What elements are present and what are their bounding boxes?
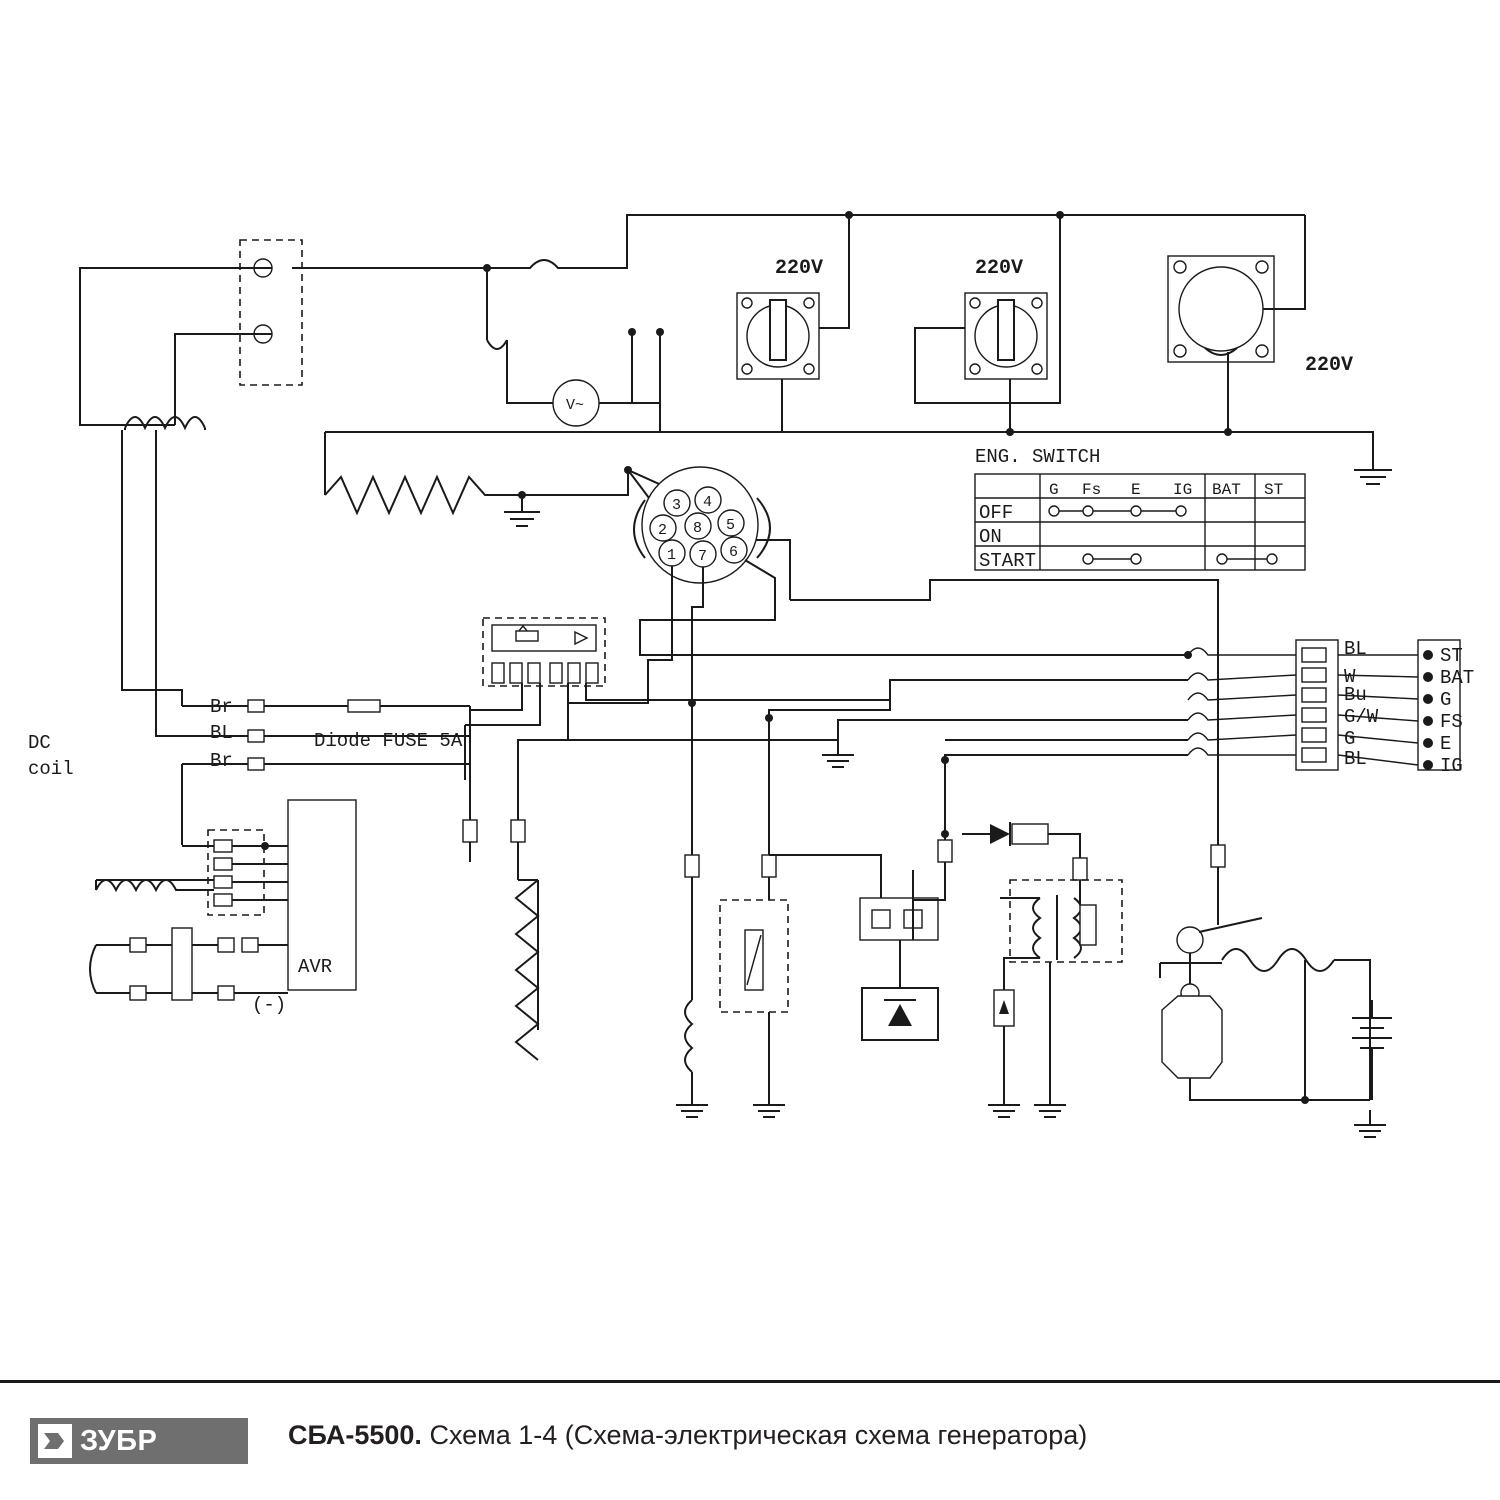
df-pin-2 <box>510 663 522 683</box>
wire-starter-gnd <box>1190 1078 1370 1100</box>
starter-switch-pivot <box>1177 927 1203 953</box>
transformer-primary-icon <box>1033 898 1040 958</box>
footer <box>0 1380 1500 1500</box>
figure-caption <box>288 1420 1087 1451</box>
bridge-body <box>516 631 538 641</box>
brand-logo <box>30 1418 248 1464</box>
fuse-5a <box>348 700 380 712</box>
pin-8-label: 8 <box>693 520 703 537</box>
harness-right-label-4: FS <box>1440 711 1463 733</box>
harness-wire-1 <box>1188 648 1296 655</box>
wire-df-out-left <box>470 683 522 820</box>
avr-term-1 <box>214 840 232 852</box>
hcr-pin-2 <box>1423 672 1433 682</box>
bullet-conn-b <box>511 820 525 842</box>
esw-row-on: ON <box>979 526 1002 548</box>
outlet-1-screw-br <box>804 364 814 374</box>
wire-dc-up-1 <box>122 430 182 706</box>
wire-pin5-route <box>790 580 1218 655</box>
harness-wire-2 <box>1188 673 1296 680</box>
junction-dot-11 <box>261 842 269 850</box>
wire-relay-1 <box>769 855 881 898</box>
lower-coil-icon <box>90 945 96 993</box>
junction-dot-5 <box>1056 211 1064 219</box>
conn-shell-right <box>757 498 770 558</box>
starter-motor-coil-icon <box>1222 949 1334 971</box>
hcl-pin-3 <box>1302 688 1326 702</box>
harness-left-label-4: G/W <box>1344 706 1379 728</box>
arrow-logo-icon <box>38 1424 72 1458</box>
esw-col-g: G <box>1049 481 1059 499</box>
caption-model: СБА-5500. <box>288 1420 422 1450</box>
df-pin-3 <box>528 663 540 683</box>
wire-df-out-2 <box>465 683 540 725</box>
hcl-pin-1 <box>1302 648 1326 662</box>
wire-voltmeter-left <box>507 340 553 403</box>
outlet-3-screw-bl <box>1174 345 1186 357</box>
transformer-resistor <box>1080 905 1096 945</box>
hcr-pin-4 <box>1423 716 1433 726</box>
outlet-3-face <box>1179 267 1263 351</box>
pin-4-label: 4 <box>703 494 713 511</box>
junction-dot-14 <box>941 830 949 838</box>
outlet-2-screw-br <box>1032 364 1042 374</box>
outlet-1-label: 220V <box>775 257 824 280</box>
wire-res-out <box>1048 834 1080 858</box>
outlet-2-slot <box>998 300 1014 360</box>
dc-wire-label-3: Br <box>210 750 233 772</box>
terminal-block-left <box>240 240 302 385</box>
dc-conn-3 <box>248 758 264 770</box>
cap-conn-2 <box>218 986 234 1000</box>
wire-e-up <box>945 755 1188 840</box>
pin-1-label: 1 <box>667 547 677 564</box>
junction-dot-4 <box>845 211 853 219</box>
outlet-2-label: 220V <box>975 257 1024 280</box>
relay-pin-1 <box>872 910 890 928</box>
bullet-conn-e <box>938 840 952 862</box>
junction-dot-12 <box>765 714 773 722</box>
harness-wire-4 <box>1188 713 1296 720</box>
dc-wire-label-1: Br <box>210 696 233 718</box>
junction-dot-16 <box>1184 651 1192 659</box>
junction-dot-2 <box>628 328 636 336</box>
pin-7-label: 7 <box>698 548 708 565</box>
hcr-pin-1 <box>1423 650 1433 660</box>
harness-wire-5 <box>1188 733 1296 740</box>
resistor-block <box>1012 824 1048 844</box>
wire-e-down <box>913 862 945 900</box>
bullet-conn-c <box>685 855 699 877</box>
avr-term-2 <box>214 858 232 870</box>
capacitor-block <box>172 928 192 1000</box>
arrow-logo-glyph <box>42 1430 68 1452</box>
diode-fuse-pins <box>492 663 598 683</box>
hcr-pin-5 <box>1423 738 1433 748</box>
wire-oil-harness <box>769 680 1188 710</box>
dc-label-2: coil <box>28 758 74 780</box>
junction-dot-3 <box>656 328 664 336</box>
hcl-pin-2 <box>1302 668 1326 682</box>
wire-stator-bottom <box>175 334 272 425</box>
esw-col-st: ST <box>1264 481 1284 499</box>
starter-motor-body <box>1162 996 1222 1078</box>
starter-switch-lever <box>1199 918 1262 932</box>
outlet-1-slot <box>770 300 786 360</box>
wire-conn-pin1 <box>568 566 672 740</box>
df-pin-5 <box>568 663 580 683</box>
wire-df-out-4 <box>586 683 645 700</box>
outlet-3-screw-tr <box>1256 261 1268 273</box>
bullet-conn-g <box>1211 845 1225 867</box>
esw-off-g <box>1049 506 1059 516</box>
wire-outlet1-hot <box>819 215 849 328</box>
esw-col-ig: IG <box>1173 481 1193 499</box>
bullet-conn-a <box>463 820 477 842</box>
wire-conn-pin7 <box>692 567 703 855</box>
dc-conn-1 <box>248 700 264 712</box>
small-coil-icon <box>685 1000 692 1072</box>
esw-row-off: OFF <box>979 502 1014 524</box>
junction-dot-13 <box>941 756 949 764</box>
diode-fuse-label: Diode FUSE 5A <box>314 730 463 752</box>
hcr-pin-3 <box>1423 694 1433 704</box>
bullet-conn-d <box>762 855 776 877</box>
voltmeter-label: V~ <box>566 397 585 414</box>
harness-left-label-2: W <box>1344 666 1356 688</box>
esw-off-ig <box>1176 506 1186 516</box>
esw-row-start: START <box>979 550 1037 572</box>
junction-dot-8 <box>518 491 526 499</box>
esw-start-e <box>1131 554 1141 564</box>
esw-col-e: E <box>1131 481 1141 499</box>
wire-long-2 <box>568 740 838 755</box>
footer-divider <box>0 1380 1500 1383</box>
harness-right-label-6: IG <box>1440 755 1463 777</box>
wire-oil-up <box>769 710 890 855</box>
df-pin-6 <box>586 663 598 683</box>
df-pin-1 <box>492 663 504 683</box>
outlet-1-screw-tr <box>804 298 814 308</box>
lc-conn-1 <box>130 938 146 952</box>
harness-wire-6 <box>1188 748 1296 755</box>
pin-3-label: 3 <box>672 497 682 514</box>
harness-left-label-1: BL <box>1344 638 1367 660</box>
avr-minus-label: (-) <box>252 994 287 1016</box>
harness-wire-3 <box>1188 693 1296 700</box>
harness-left-label-6: BL <box>1344 748 1367 770</box>
outlet-1-screw-bl <box>742 364 752 374</box>
outlet-1-screw-tl <box>742 298 752 308</box>
harness-right-label-3: G <box>1440 689 1452 711</box>
small-diode-icon <box>990 824 1010 844</box>
dc-label-1: DC <box>28 732 51 754</box>
dc-wire-label-2: BL <box>210 722 233 744</box>
wire-cross-hop <box>487 340 507 349</box>
cap-conn-1 <box>218 938 234 952</box>
wire-starter-right <box>1334 960 1370 1100</box>
outlet-2-screw-tl <box>970 298 980 308</box>
wire-b-route <box>518 740 568 820</box>
dc-conn-2 <box>248 730 264 742</box>
junction-dot-6 <box>1006 428 1014 436</box>
esw-col-bat: BAT <box>1212 481 1241 499</box>
avr-coil-icon <box>96 880 214 890</box>
hcl-pin-6 <box>1302 748 1326 762</box>
transformer-block <box>1010 880 1122 962</box>
caption-rest: Схема 1-4 (Схема-электрическая схема генератора) <box>421 1420 1088 1450</box>
df-pin-4 <box>550 663 562 683</box>
eng-switch-title: ENG. SWITCH <box>975 446 1101 468</box>
wire-long-1 <box>645 680 890 700</box>
harness-right-label-2: BAT <box>1440 667 1475 689</box>
wire-mid-gnd-up <box>838 720 1188 755</box>
esw-start-st <box>1267 554 1277 564</box>
esw-off-e <box>1131 506 1141 516</box>
lc-conn-2 <box>130 986 146 1000</box>
resistor-zigzag <box>325 477 522 513</box>
hcl-pin-5 <box>1302 728 1326 742</box>
hcr-pin-6 <box>1423 760 1433 770</box>
harness-right-label-1: ST <box>1440 645 1463 667</box>
hcl-pin-4 <box>1302 708 1326 722</box>
brand-name: ЗУБР <box>80 1424 158 1457</box>
wire-earth-right <box>1228 432 1373 470</box>
wire-vm-bus <box>660 403 782 432</box>
pin-2-label: 2 <box>658 522 668 539</box>
pin-5-label: 5 <box>726 517 736 534</box>
eng-switch-table <box>975 474 1305 572</box>
harness-right-label-5: E <box>1440 733 1452 755</box>
outlet-2-screw-bl <box>970 364 980 374</box>
stator-coil-icon <box>125 417 205 428</box>
diode-fuse-inner <box>492 625 596 651</box>
harness-left-label-3: Bu <box>1344 684 1367 706</box>
inductor-zigzag <box>516 880 538 1060</box>
outlet-2-screw-tr <box>1032 298 1042 308</box>
harness-left-label-5: G <box>1344 728 1356 750</box>
wire-res-to-conn <box>522 470 628 495</box>
bullet-conn-f <box>1073 858 1087 880</box>
outlet-3-screw-br <box>1256 345 1268 357</box>
avr-term-3 <box>214 876 232 888</box>
pin-6-label: 6 <box>729 544 739 561</box>
esw-off-fs <box>1083 506 1093 516</box>
avr-label: AVR <box>298 956 333 978</box>
avr-term-4 <box>214 894 232 906</box>
esw-col-fs: Fs <box>1082 481 1102 499</box>
esw-start-fs <box>1083 554 1093 564</box>
cap-conn-3 <box>242 938 258 952</box>
esw-start-bat <box>1217 554 1227 564</box>
outlet-3-label: 220V <box>1305 354 1354 377</box>
outlet-3-screw-tl <box>1174 261 1186 273</box>
